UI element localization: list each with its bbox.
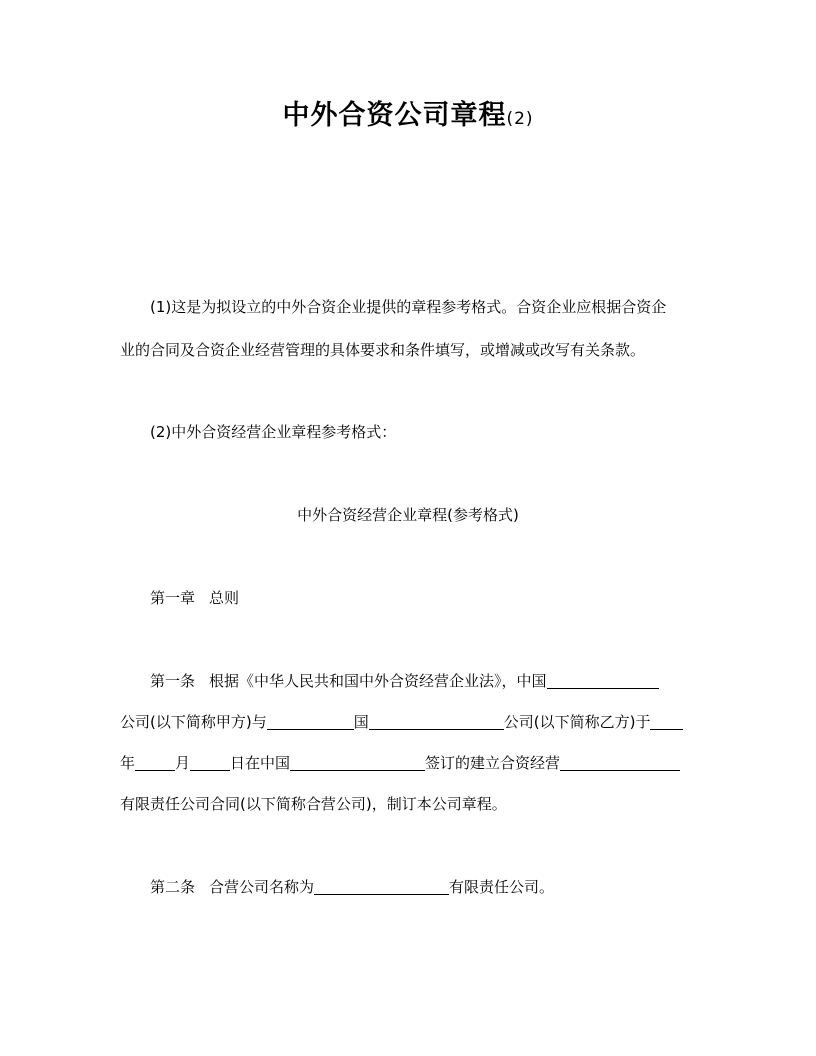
blank-field <box>135 752 175 771</box>
blank-field <box>369 711 504 730</box>
title-main: 中外合资公司章程 <box>282 100 507 131</box>
article2-text-a: 合营公司名称为 <box>209 878 315 896</box>
article1-l3-d: 签订的建立合资经营 <box>425 754 561 772</box>
article1-line2 <box>120 711 698 733</box>
chapter1-heading <box>150 587 698 609</box>
article1-line4: 有限责任公司合同(以下简称合营公司)，制订本公司章程。 <box>120 795 507 813</box>
article1-line1 <box>150 670 698 692</box>
article1-l2-a: 公司(以下简称甲方)与 <box>120 713 267 731</box>
chapter1-name: 总则 <box>209 589 240 607</box>
document-title <box>0 98 816 137</box>
blank-field <box>314 876 449 895</box>
article1-l1-text: 根据《中华人民共和国中外合资经营企业法》，中国 <box>209 672 547 690</box>
document-subtitle: 中外合资经营企业章程(参考格式) <box>297 506 519 524</box>
blank-field <box>547 670 659 689</box>
blank-field <box>190 752 230 771</box>
blank-field <box>290 752 425 771</box>
article1-label: 第一条 <box>150 672 196 690</box>
note1-line2: 业的合同及合资企业经营管理的具体要求和条件填写，或增减或改写有关条款。 <box>120 341 646 359</box>
article2-text-b: 有限责任公司。 <box>449 878 555 896</box>
note1-line1: (1)这是为拟设立的中外合资企业提供的章程参考格式。合资企业应根据合资企 <box>150 298 667 316</box>
article1-line3 <box>120 752 698 774</box>
article2-label: 第二条 <box>150 878 196 896</box>
blank-field <box>267 711 354 730</box>
chapter1-label: 第一章 <box>150 589 196 607</box>
article1-l3-b: 月 <box>175 754 191 772</box>
article2-line <box>150 876 698 898</box>
note2: (2)中外合资经营企业章程参考格式： <box>150 423 397 441</box>
article1-l3-c: 日在中国 <box>230 754 291 772</box>
article1-l2-c: 公司(以下简称乙方)于 <box>503 713 651 731</box>
article1-l2-b: 国 <box>353 713 369 731</box>
blank-field <box>560 752 680 771</box>
article1-l3-a: 年 <box>120 754 136 772</box>
blank-field <box>650 711 683 730</box>
title-suffix: (2) <box>506 109 534 129</box>
